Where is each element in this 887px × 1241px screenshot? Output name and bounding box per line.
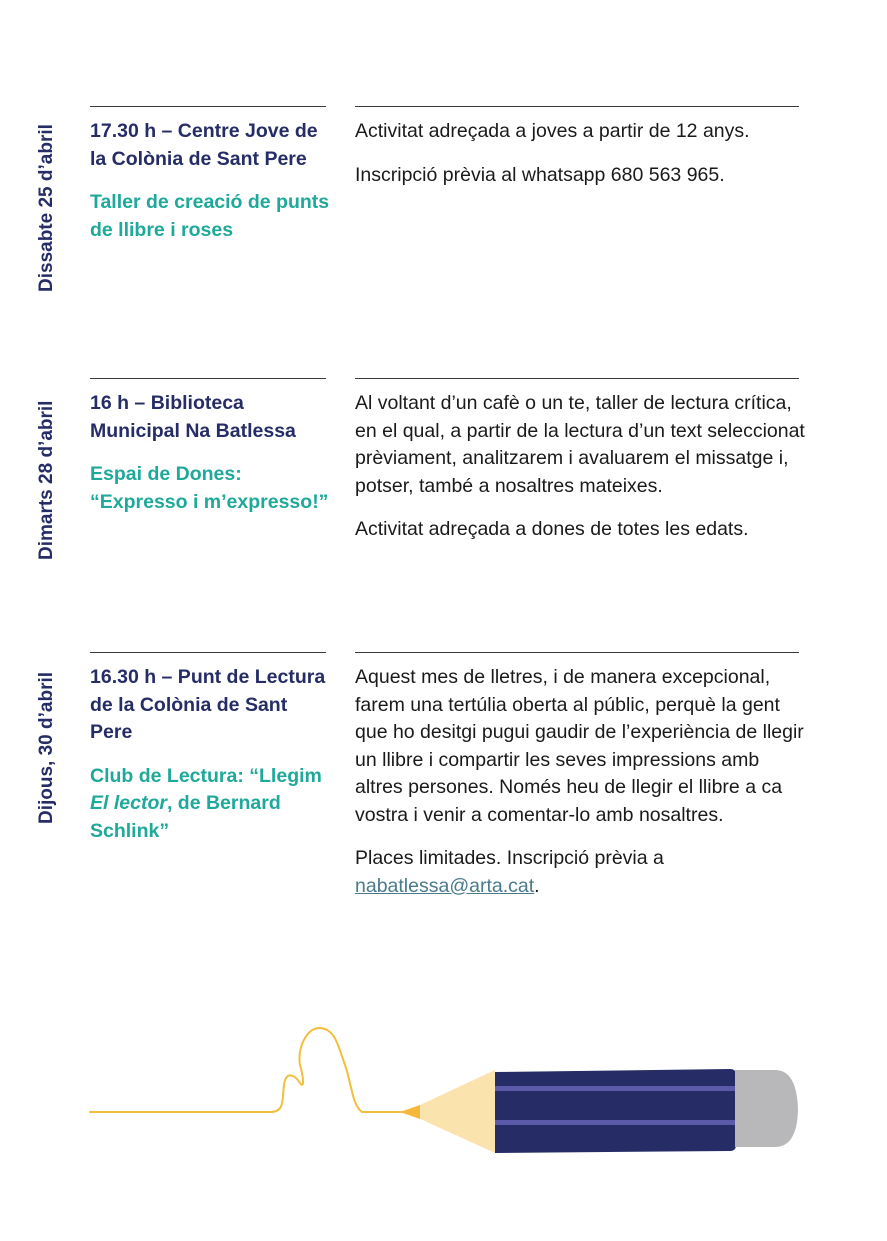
description-paragraph: Inscripció prèvia al whatsapp 680 563 965. (355, 163, 725, 186)
event-date-vertical (36, 378, 60, 560)
event-date: Dimarts 28 d’abril (36, 400, 57, 560)
divider-left (90, 652, 326, 653)
pencil-tip (400, 1105, 420, 1119)
event-place: 16.30 h – Punt de Lectura de la Colònia de Sant Pere (90, 666, 326, 743)
description-paragraph: Activitat adreçada a joves a partir de 12 anys. (355, 120, 750, 142)
activity-prefix: Club de Lectura: “Llegim (90, 764, 322, 787)
divider-right (355, 378, 799, 379)
event-activity: Taller de creació de punts de llibre i roses (90, 191, 330, 241)
scribble-line (90, 1028, 402, 1112)
event-date: Dissabte 25 d’abril (36, 124, 57, 292)
event-date: Dijous, 30 d’abril (36, 671, 57, 824)
divider-right (355, 652, 799, 653)
pencil-icon (400, 1069, 798, 1153)
event-date-vertical (36, 106, 60, 292)
divider-right (355, 106, 799, 107)
event-date-vertical (36, 652, 60, 824)
event-description (355, 664, 805, 916)
event-summary (90, 664, 330, 845)
pencil-illustration (0, 1015, 887, 1175)
event-summary (90, 118, 330, 244)
event-activity: Espai de Dones: “Expresso i m’expresso!” (90, 463, 329, 513)
activity-suffix: , de Bernard Schlink” (90, 792, 281, 842)
closing-text: Places limitades. Inscripció prèvia a (355, 847, 664, 869)
event-place: 17.30 h – Centre Jove de la Colònia de Sant Pere (90, 120, 318, 170)
email-link[interactable]: nabatlessa@arta.cat (355, 874, 535, 897)
description-paragraph: Aquest mes de lletres, i de manera excepcional, farem una tertúlia oberta al públic, perquè la gent que ho desitgi pugui gaudir de l’experiència de llegir un llibre i compartir les seves impressions amb altres persones. Només heu de llegir el llibre a ca vostra i venir a comentar-lo amb nosaltres. (355, 666, 804, 826)
event-activity (90, 763, 330, 846)
closing-end: . (534, 874, 540, 897)
divider-left (90, 378, 326, 379)
pencil-eraser (735, 1070, 798, 1147)
event-summary (90, 390, 330, 516)
description-paragraph: Activitat adreçada a dones de totes les edats. (355, 518, 749, 540)
divider-left (90, 106, 326, 107)
pencil-body (495, 1069, 736, 1153)
event-place: 16 h – Biblioteca Municipal Na Batlessa (90, 392, 296, 442)
event-description (355, 390, 805, 560)
pencil-stripe (495, 1086, 736, 1091)
book-title: El lector (90, 792, 167, 814)
pencil-stripe (495, 1120, 736, 1125)
event-description (355, 118, 805, 205)
closing-paragraph (355, 845, 805, 900)
description-paragraph: Al voltant d’un cafè o un te, taller de lectura crítica, en el qual, a partir de la lectura d’un text seleccionat prèviament, analitzarem i avaluarem el missatge i, potser, també a nosaltres mateixes. (355, 392, 805, 497)
